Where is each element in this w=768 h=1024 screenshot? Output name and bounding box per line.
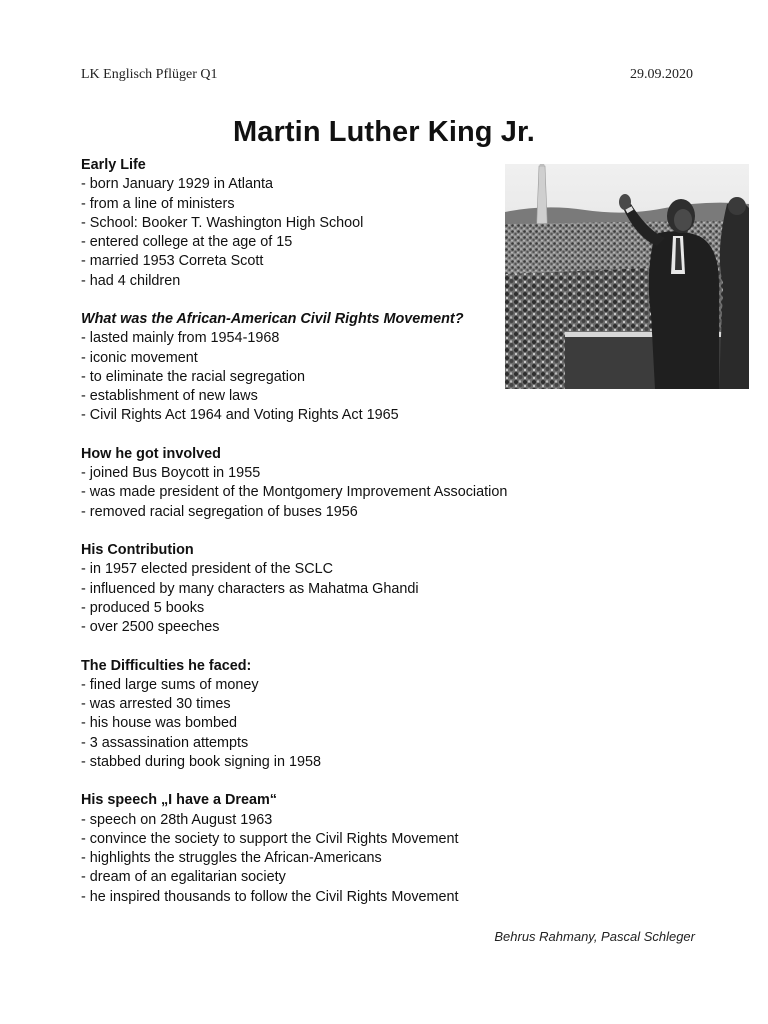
list-item: - highlights the struggles the African-Americans bbox=[81, 850, 382, 866]
list-item: - married 1953 Correta Scott bbox=[81, 253, 264, 270]
list-item: - was arrested 30 times bbox=[81, 696, 231, 712]
list-item: - establishment of new laws bbox=[81, 388, 258, 404]
section-contribution bbox=[81, 541, 701, 637]
list-item: - iconic movement bbox=[81, 349, 198, 366]
list-item: - joined Bus Boycott in 1955 bbox=[81, 465, 261, 481]
list-item: - entered college at the age of 15 bbox=[81, 234, 293, 250]
section-heading: The Difficulties he faced: bbox=[81, 657, 252, 674]
list-item: - Civil Rights Act 1964 and Voting Rights Act 1965 bbox=[81, 407, 399, 424]
header-date: 29.09.2020 bbox=[630, 67, 693, 82]
list-item: - School: Booker T. Washington High School bbox=[81, 214, 364, 231]
section-heading: His speech „I have a Dream“ bbox=[81, 792, 277, 809]
section-heading: Early Life bbox=[81, 157, 146, 173]
list-item: - 3 assassination attempts bbox=[81, 734, 249, 751]
list-item: - stabbed during book signing in 1958 bbox=[81, 753, 322, 770]
page-title: Martin Luther King Jr. bbox=[233, 116, 535, 148]
crowd-speech-photo bbox=[505, 164, 749, 389]
list-item: - to eliminate the racial segregation bbox=[81, 368, 305, 385]
list-item: - was made president of the Montgomery Improvement Association bbox=[81, 484, 508, 501]
section-difficulties bbox=[81, 657, 701, 773]
list-item: - from a line of ministers bbox=[81, 195, 235, 212]
list-item: - he inspired thousands to follow the Civil Rights Movement bbox=[81, 888, 459, 905]
author-credit: Behrus Rahmany, Pascal Schleger bbox=[494, 929, 695, 944]
section-i-have-a-dream bbox=[81, 791, 701, 907]
section-heading: What was the African-American Civil Rights Movement? bbox=[81, 311, 464, 327]
section-heading: How he got involved bbox=[81, 445, 221, 462]
list-item: - in 1957 elected president of the SCLC bbox=[81, 561, 333, 578]
list-item: - convince the society to support the Civil Rights Movement bbox=[81, 830, 459, 847]
list-item: - had 4 children bbox=[81, 272, 181, 289]
list-item: - dream of an egalitarian society bbox=[81, 869, 286, 886]
list-item: - lasted mainly from 1954-1968 bbox=[81, 330, 280, 347]
list-item: - over 2500 speeches bbox=[81, 619, 220, 635]
list-item: - removed racial segregation of buses 1956 bbox=[81, 503, 358, 520]
list-item: - fined large sums of money bbox=[81, 676, 259, 693]
list-item: - produced 5 books bbox=[81, 599, 205, 616]
header-course-label: LK Englisch Pflüger Q1 bbox=[81, 67, 218, 82]
list-item: - his house was bombed bbox=[81, 715, 237, 732]
photo-illustration bbox=[505, 164, 749, 389]
list-item: - influenced by many characters as Mahatma Ghandi bbox=[81, 580, 419, 597]
section-heading: His Contribution bbox=[81, 542, 194, 558]
section-how-he-got-involved bbox=[81, 445, 701, 522]
list-item: - born January 1929 in Atlanta bbox=[81, 176, 274, 193]
list-item: - speech on 28th August 1963 bbox=[81, 811, 273, 828]
